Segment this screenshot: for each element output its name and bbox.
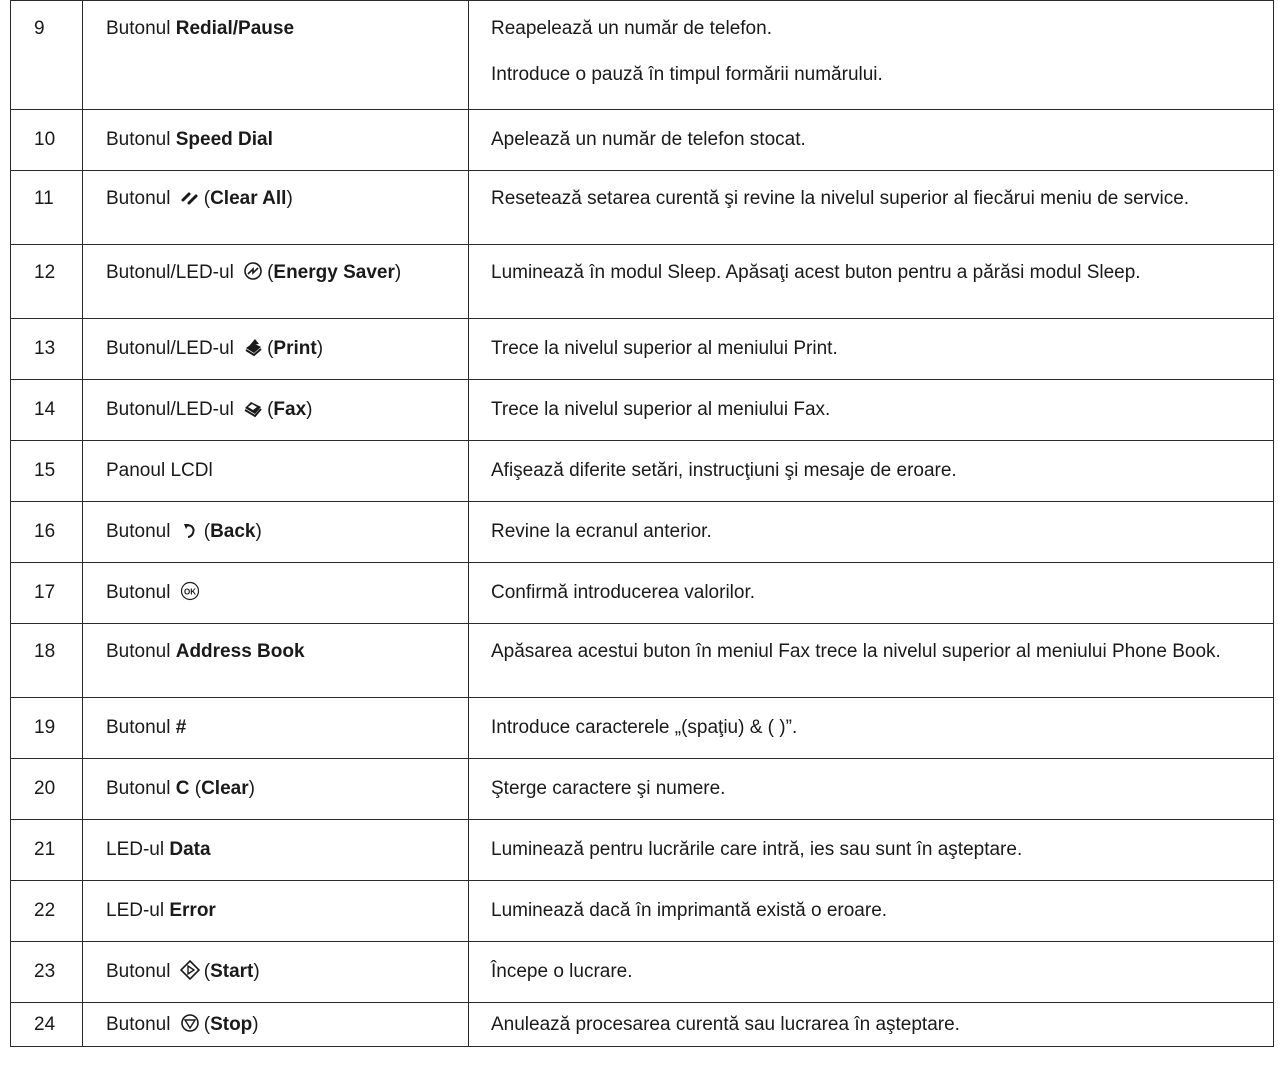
back-icon bbox=[180, 520, 200, 540]
clear-all-icon bbox=[180, 187, 200, 207]
item-number: 15 bbox=[11, 441, 83, 502]
control-label: Fax bbox=[273, 399, 307, 420]
control-name: Butonul/LED-ul (Fax) bbox=[83, 380, 469, 441]
control-description bbox=[469, 563, 1274, 624]
control-name: Butonul/LED-ul (Energy Saver) bbox=[83, 245, 469, 319]
energy-saver-icon bbox=[243, 261, 263, 281]
control-type: Butonul/LED-ul bbox=[106, 338, 234, 359]
control-name bbox=[83, 881, 469, 942]
control-type: Butonul bbox=[106, 641, 171, 662]
control-name bbox=[83, 441, 469, 502]
description-text: Afişează diferite setări, instrucţiuni şi mesaje de eroare. bbox=[491, 460, 957, 481]
table-row bbox=[11, 624, 1274, 698]
control-alt-label: Clear bbox=[201, 778, 249, 799]
description-text: Anulează procesarea curentă sau lucrarea în aşteptare. bbox=[491, 1014, 960, 1035]
table-row bbox=[11, 942, 1274, 1003]
control-type: Butonul/LED-ul bbox=[106, 399, 234, 420]
control-type: Butonul bbox=[106, 1014, 171, 1035]
control-label: Energy Saver bbox=[273, 262, 395, 283]
stop-icon bbox=[180, 1013, 200, 1033]
item-number: 17 bbox=[11, 563, 83, 624]
item-number: 24 bbox=[11, 1003, 83, 1047]
description-text: Trece la nivelul superior al meniului Fax. bbox=[491, 399, 831, 420]
table-row bbox=[11, 881, 1274, 942]
control-description bbox=[469, 698, 1274, 759]
control-type: Butonul bbox=[106, 961, 171, 982]
table-row bbox=[11, 759, 1274, 820]
table-row bbox=[11, 1, 1274, 110]
control-description bbox=[469, 881, 1274, 942]
description-text: Apelează un număr de telefon stocat. bbox=[491, 129, 806, 150]
fax-icon bbox=[243, 398, 263, 418]
item-number: 16 bbox=[11, 502, 83, 563]
control-description bbox=[469, 441, 1274, 502]
control-label: C bbox=[175, 778, 190, 799]
control-description bbox=[469, 245, 1274, 319]
table-row bbox=[11, 441, 1274, 502]
control-name: Butonul (Stop) bbox=[83, 1003, 469, 1047]
button-description-table bbox=[10, 0, 1274, 1047]
item-number: 11 bbox=[11, 171, 83, 245]
control-name: Butonul (Clear All) bbox=[83, 171, 469, 245]
control-label: Stop bbox=[210, 1014, 253, 1035]
table-row bbox=[11, 698, 1274, 759]
control-name bbox=[83, 1, 469, 110]
print-icon bbox=[243, 337, 263, 357]
table-row bbox=[11, 502, 1274, 563]
control-label: Print bbox=[273, 338, 317, 359]
control-name: Butonul C (Clear) bbox=[83, 759, 469, 820]
ok-icon bbox=[180, 581, 200, 601]
control-description bbox=[469, 942, 1274, 1003]
control-description bbox=[469, 502, 1274, 563]
item-number: 23 bbox=[11, 942, 83, 1003]
item-number: 9 bbox=[11, 1, 83, 110]
control-label: Start bbox=[210, 961, 254, 982]
item-number: 20 bbox=[11, 759, 83, 820]
control-description bbox=[469, 1003, 1274, 1047]
description-text: Începe o lucrare. bbox=[491, 961, 633, 982]
item-number: 13 bbox=[11, 319, 83, 380]
control-label: Redial/Pause bbox=[175, 18, 295, 39]
description-text: Resetează setarea curentă şi revine la nivelul superior al fiecărui meniu de service. bbox=[491, 188, 1190, 209]
item-number: 12 bbox=[11, 245, 83, 319]
control-label: Error bbox=[169, 900, 216, 921]
control-description bbox=[469, 820, 1274, 881]
control-type: Butonul/LED-ul bbox=[106, 262, 234, 283]
description-text: Reapelează un număr de telefon. bbox=[491, 18, 772, 39]
control-type: LED-ul bbox=[106, 900, 165, 921]
table-row bbox=[11, 171, 1274, 245]
control-type: Butonul bbox=[106, 521, 171, 542]
table-row bbox=[11, 319, 1274, 380]
table-row bbox=[11, 380, 1274, 441]
table-row bbox=[11, 1003, 1274, 1047]
control-label: Back bbox=[210, 521, 256, 542]
control-description bbox=[469, 319, 1274, 380]
svg-text:OK: OK bbox=[183, 587, 196, 597]
control-type: Butonul bbox=[106, 778, 171, 799]
control-label: Data bbox=[169, 839, 211, 860]
control-label: Address Book bbox=[175, 641, 305, 662]
control-name bbox=[83, 698, 469, 759]
control-name bbox=[83, 563, 469, 624]
control-name bbox=[83, 624, 469, 698]
control-name bbox=[83, 110, 469, 171]
item-number: 21 bbox=[11, 820, 83, 881]
control-type: Butonul bbox=[106, 18, 171, 39]
control-type: Butonul bbox=[106, 717, 171, 738]
control-type: Butonul bbox=[106, 188, 171, 209]
table-row bbox=[11, 245, 1274, 319]
description-text: Revine la ecranul anterior. bbox=[491, 521, 712, 542]
control-name bbox=[83, 820, 469, 881]
description-text: Introduce caracterele „(spaţiu) & ( )”. bbox=[491, 717, 798, 738]
control-name: Butonul/LED-ul (Print) bbox=[83, 319, 469, 380]
description-text: Introduce o pauză în timpul formării numărului. bbox=[491, 64, 883, 85]
control-description bbox=[469, 624, 1274, 698]
control-type: LED-ul bbox=[106, 839, 165, 860]
control-description bbox=[469, 1, 1274, 110]
control-type: Panoul LCDl bbox=[106, 460, 213, 481]
control-name: Butonul (Back) bbox=[83, 502, 469, 563]
control-label: Clear All bbox=[210, 188, 287, 209]
description-text: Apăsarea acestui buton în meniul Fax trece la nivelul superior al meniului Phone Book. bbox=[491, 641, 1221, 662]
control-label: Speed Dial bbox=[175, 129, 273, 150]
description-text: Luminează dacă în imprimantă există o eroare. bbox=[491, 900, 888, 921]
item-number: 14 bbox=[11, 380, 83, 441]
table-body bbox=[11, 1, 1274, 1047]
item-number: 19 bbox=[11, 698, 83, 759]
table-row bbox=[11, 110, 1274, 171]
description-text: Confirmă introducerea valorilor. bbox=[491, 582, 756, 603]
start-icon bbox=[180, 960, 200, 980]
item-number: 10 bbox=[11, 110, 83, 171]
control-description bbox=[469, 759, 1274, 820]
control-description bbox=[469, 380, 1274, 441]
description-text: Şterge caractere şi numere. bbox=[491, 778, 726, 799]
description-text: Trece la nivelul superior al meniului Print. bbox=[491, 338, 838, 359]
control-label: # bbox=[175, 717, 187, 738]
control-type: Butonul bbox=[106, 129, 171, 150]
item-number: 18 bbox=[11, 624, 83, 698]
table-row bbox=[11, 563, 1274, 624]
control-description bbox=[469, 110, 1274, 171]
table-row bbox=[11, 820, 1274, 881]
description-text: Luminează pentru lucrările care intră, ies sau sunt în aşteptare. bbox=[491, 839, 1023, 860]
description-text: Luminează în modul Sleep. Apăsaţi acest buton pentru a părăsi modul Sleep. bbox=[491, 262, 1141, 283]
control-name: Butonul (Start) bbox=[83, 942, 469, 1003]
control-type: Butonul bbox=[106, 582, 171, 603]
control-description bbox=[469, 171, 1274, 245]
item-number: 22 bbox=[11, 881, 83, 942]
